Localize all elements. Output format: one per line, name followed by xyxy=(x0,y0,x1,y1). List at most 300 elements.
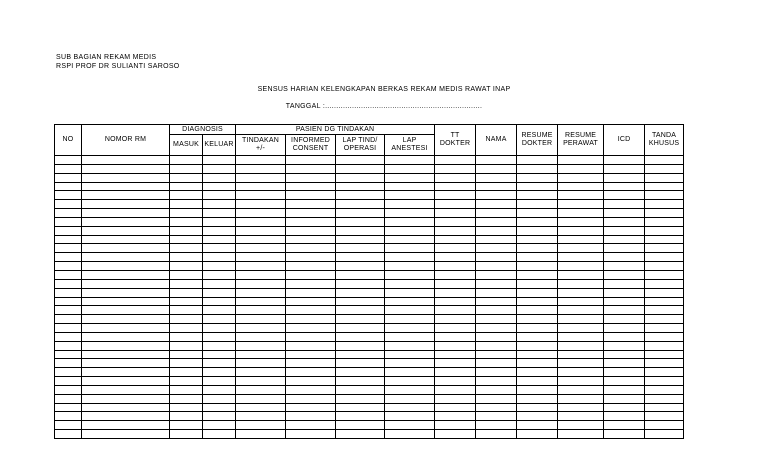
table-cell xyxy=(336,430,385,439)
table-cell xyxy=(645,209,684,218)
table-cell xyxy=(336,350,385,359)
table-cell xyxy=(286,226,336,235)
table-cell xyxy=(476,200,517,209)
table-cell xyxy=(435,191,476,200)
table-cell xyxy=(476,262,517,271)
table-cell xyxy=(476,173,517,182)
table-cell xyxy=(82,182,170,191)
table-cell xyxy=(604,430,645,439)
table-cell xyxy=(517,279,558,288)
table-row xyxy=(55,421,684,430)
table-cell xyxy=(435,359,476,368)
table-cell xyxy=(645,270,684,279)
table-cell xyxy=(286,315,336,324)
table-cell xyxy=(645,315,684,324)
table-cell xyxy=(55,324,82,333)
table-cell xyxy=(558,164,604,173)
table-cell xyxy=(286,164,336,173)
table-cell xyxy=(645,368,684,377)
table-cell xyxy=(476,279,517,288)
table-cell xyxy=(55,359,82,368)
table-cell xyxy=(476,341,517,350)
table-cell xyxy=(604,191,645,200)
table-cell xyxy=(385,368,435,377)
table-cell xyxy=(558,430,604,439)
table-cell xyxy=(604,270,645,279)
table-cell xyxy=(236,324,286,333)
col-pasien-dg-tindakan: PASIEN DG TINDAKAN xyxy=(236,125,435,135)
table-cell xyxy=(236,306,286,315)
table-cell xyxy=(236,421,286,430)
table-cell xyxy=(517,324,558,333)
table-row xyxy=(55,297,684,306)
table-cell xyxy=(476,217,517,226)
table-cell xyxy=(435,332,476,341)
table-cell xyxy=(203,332,236,341)
table-cell xyxy=(55,341,82,350)
table-cell xyxy=(476,306,517,315)
table-cell xyxy=(385,191,435,200)
table-row xyxy=(55,341,684,350)
table-cell xyxy=(645,200,684,209)
table-cell xyxy=(170,253,203,262)
table-cell xyxy=(476,412,517,421)
table-cell xyxy=(336,270,385,279)
table-cell xyxy=(476,253,517,262)
table-cell xyxy=(336,332,385,341)
table-cell xyxy=(170,350,203,359)
table-cell xyxy=(236,315,286,324)
table-cell xyxy=(203,385,236,394)
table-cell xyxy=(517,164,558,173)
table-cell xyxy=(385,315,435,324)
table-cell xyxy=(82,253,170,262)
table-cell xyxy=(82,226,170,235)
table-cell xyxy=(336,164,385,173)
table-cell xyxy=(203,403,236,412)
table-cell xyxy=(203,191,236,200)
table-cell xyxy=(286,288,336,297)
table-cell xyxy=(476,350,517,359)
table-cell xyxy=(645,156,684,165)
table-cell xyxy=(82,209,170,218)
table-cell xyxy=(170,341,203,350)
table-cell xyxy=(336,288,385,297)
table-cell xyxy=(336,226,385,235)
table-cell xyxy=(82,332,170,341)
table-cell xyxy=(645,217,684,226)
table-cell xyxy=(336,421,385,430)
table-cell xyxy=(170,226,203,235)
table-cell xyxy=(435,421,476,430)
table-cell xyxy=(82,270,170,279)
table-cell xyxy=(476,332,517,341)
table-cell xyxy=(286,324,336,333)
table-row xyxy=(55,235,684,244)
table-cell xyxy=(336,385,385,394)
table-cell xyxy=(55,217,82,226)
table-cell xyxy=(55,403,82,412)
table-cell xyxy=(286,403,336,412)
table-cell xyxy=(336,297,385,306)
table-row xyxy=(55,306,684,315)
table-cell xyxy=(476,394,517,403)
table-cell xyxy=(517,288,558,297)
table-row xyxy=(55,288,684,297)
table-cell xyxy=(286,156,336,165)
table-cell xyxy=(435,244,476,253)
tanda-line1: TANDA xyxy=(651,132,677,139)
table-cell xyxy=(385,403,435,412)
table-cell xyxy=(82,377,170,386)
table-cell xyxy=(558,332,604,341)
table-cell xyxy=(82,262,170,271)
table-cell xyxy=(170,377,203,386)
table-cell xyxy=(385,341,435,350)
table-cell xyxy=(336,209,385,218)
table-cell xyxy=(170,200,203,209)
col-masuk: MASUK xyxy=(170,135,203,156)
table-row xyxy=(55,350,684,359)
table-cell xyxy=(517,200,558,209)
table-cell xyxy=(645,377,684,386)
table-cell xyxy=(203,412,236,421)
date-blank: ...................................................................... xyxy=(325,103,483,110)
table-cell xyxy=(286,173,336,182)
table-cell xyxy=(517,306,558,315)
table-cell xyxy=(558,377,604,386)
table-cell xyxy=(170,217,203,226)
table-cell xyxy=(476,403,517,412)
table-cell xyxy=(558,200,604,209)
table-cell xyxy=(517,385,558,394)
table-cell xyxy=(236,173,286,182)
table-cell xyxy=(517,262,558,271)
table-row xyxy=(55,412,684,421)
table-cell xyxy=(435,182,476,191)
informed-line2: CONSENT xyxy=(292,145,329,152)
table-cell xyxy=(645,324,684,333)
table-cell xyxy=(558,244,604,253)
table-cell xyxy=(82,385,170,394)
table-cell xyxy=(435,403,476,412)
table-row xyxy=(55,156,684,165)
table-cell xyxy=(286,191,336,200)
table-cell xyxy=(236,226,286,235)
table-cell xyxy=(435,377,476,386)
table-row xyxy=(55,253,684,262)
table-cell xyxy=(385,270,435,279)
table-row xyxy=(55,182,684,191)
table-cell xyxy=(435,297,476,306)
table-cell xyxy=(558,385,604,394)
table-cell xyxy=(203,235,236,244)
table-cell xyxy=(645,244,684,253)
table-cell xyxy=(82,341,170,350)
table-cell xyxy=(517,394,558,403)
table-cell xyxy=(645,332,684,341)
table-row xyxy=(55,377,684,386)
table-cell xyxy=(558,173,604,182)
table-cell xyxy=(236,350,286,359)
table-cell xyxy=(604,306,645,315)
col-icd: ICD xyxy=(604,125,645,156)
table-cell xyxy=(385,421,435,430)
table-cell xyxy=(517,412,558,421)
table-cell xyxy=(435,324,476,333)
table-cell xyxy=(476,270,517,279)
table-cell xyxy=(82,244,170,253)
table-cell xyxy=(435,262,476,271)
table-row xyxy=(55,226,684,235)
table-cell xyxy=(645,385,684,394)
table-cell xyxy=(286,412,336,421)
table-cell xyxy=(385,253,435,262)
table-cell xyxy=(435,412,476,421)
table-cell xyxy=(517,156,558,165)
table-cell xyxy=(385,297,435,306)
table-cell xyxy=(203,288,236,297)
table-cell xyxy=(645,412,684,421)
table-cell xyxy=(236,209,286,218)
table-cell xyxy=(558,421,604,430)
table-cell xyxy=(236,253,286,262)
table-cell xyxy=(203,173,236,182)
table-cell xyxy=(336,217,385,226)
table-cell xyxy=(170,279,203,288)
table-cell xyxy=(203,253,236,262)
table-cell xyxy=(336,244,385,253)
table-cell xyxy=(517,368,558,377)
table-cell xyxy=(286,350,336,359)
table-cell xyxy=(55,164,82,173)
table-cell xyxy=(82,403,170,412)
table-cell xyxy=(336,253,385,262)
table-cell xyxy=(55,262,82,271)
table-cell xyxy=(203,262,236,271)
lapanes-line2: ANESTESI xyxy=(391,145,428,152)
table-cell xyxy=(286,279,336,288)
table-cell xyxy=(476,324,517,333)
table-row xyxy=(55,332,684,341)
table-cell xyxy=(558,182,604,191)
table-cell xyxy=(170,421,203,430)
table-cell xyxy=(203,209,236,218)
table-cell xyxy=(517,226,558,235)
table-cell xyxy=(336,182,385,191)
table-cell xyxy=(336,173,385,182)
table-cell xyxy=(645,341,684,350)
table-row xyxy=(55,368,684,377)
table-cell xyxy=(558,253,604,262)
table-cell xyxy=(236,297,286,306)
table-cell xyxy=(385,164,435,173)
table-cell xyxy=(435,209,476,218)
table-cell xyxy=(645,403,684,412)
table-cell xyxy=(517,315,558,324)
table-cell xyxy=(558,394,604,403)
table-cell xyxy=(203,297,236,306)
table-cell xyxy=(286,368,336,377)
table-cell xyxy=(645,226,684,235)
table-cell xyxy=(604,315,645,324)
resume-perawat-line1: RESUME xyxy=(564,132,597,139)
table-cell xyxy=(476,226,517,235)
table-cell xyxy=(170,332,203,341)
table-cell xyxy=(170,385,203,394)
census-body xyxy=(55,156,684,439)
table-cell xyxy=(82,324,170,333)
table-cell xyxy=(203,350,236,359)
table-cell xyxy=(517,359,558,368)
table-cell xyxy=(604,182,645,191)
table-cell xyxy=(55,412,82,421)
table-cell xyxy=(236,156,286,165)
table-cell xyxy=(558,191,604,200)
table-cell xyxy=(336,279,385,288)
table-cell xyxy=(604,244,645,253)
table-cell xyxy=(558,209,604,218)
table-cell xyxy=(645,421,684,430)
laptind-line2: OPERASI xyxy=(343,145,377,152)
table-cell xyxy=(385,359,435,368)
col-lap-anestesi xyxy=(385,135,435,156)
table-cell xyxy=(55,315,82,324)
table-cell xyxy=(385,332,435,341)
table-cell xyxy=(236,377,286,386)
table-cell xyxy=(385,324,435,333)
table-cell xyxy=(336,315,385,324)
table-cell xyxy=(558,226,604,235)
table-cell xyxy=(170,244,203,253)
table-cell xyxy=(286,394,336,403)
table-cell xyxy=(55,288,82,297)
table-cell xyxy=(645,235,684,244)
table-cell xyxy=(55,191,82,200)
table-cell xyxy=(645,279,684,288)
date-line xyxy=(0,103,768,110)
table-cell xyxy=(604,217,645,226)
table-cell xyxy=(435,226,476,235)
table-cell xyxy=(517,253,558,262)
table-cell xyxy=(170,306,203,315)
table-cell xyxy=(604,412,645,421)
table-cell xyxy=(82,394,170,403)
table-cell xyxy=(476,235,517,244)
table-cell xyxy=(82,412,170,421)
tindakan-line2: +/- xyxy=(256,145,265,152)
table-cell xyxy=(82,359,170,368)
table-cell xyxy=(203,359,236,368)
col-no: NO xyxy=(55,125,82,156)
table-cell xyxy=(170,324,203,333)
table-cell xyxy=(55,332,82,341)
table-cell xyxy=(476,430,517,439)
table-cell xyxy=(55,182,82,191)
table-cell xyxy=(286,253,336,262)
table-cell xyxy=(170,412,203,421)
table-cell xyxy=(55,173,82,182)
table-cell xyxy=(336,235,385,244)
table-cell xyxy=(55,421,82,430)
table-row xyxy=(55,200,684,209)
table-cell xyxy=(435,306,476,315)
table-cell xyxy=(385,288,435,297)
table-row xyxy=(55,385,684,394)
table-cell xyxy=(286,209,336,218)
table-cell xyxy=(558,403,604,412)
col-keluar: KELUAR xyxy=(203,135,236,156)
table-cell xyxy=(203,226,236,235)
table-cell xyxy=(435,288,476,297)
table-cell xyxy=(435,341,476,350)
table-row xyxy=(55,394,684,403)
table-cell xyxy=(236,403,286,412)
table-cell xyxy=(286,359,336,368)
table-row xyxy=(55,359,684,368)
table-cell xyxy=(55,270,82,279)
table-cell xyxy=(476,182,517,191)
table-row xyxy=(55,191,684,200)
table-row xyxy=(55,209,684,218)
table-cell xyxy=(645,182,684,191)
table-cell xyxy=(604,173,645,182)
table-cell xyxy=(385,200,435,209)
table-cell xyxy=(385,226,435,235)
table-cell xyxy=(558,279,604,288)
table-cell xyxy=(645,359,684,368)
table-cell xyxy=(645,288,684,297)
table-cell xyxy=(604,235,645,244)
table-cell xyxy=(435,164,476,173)
table-cell xyxy=(55,385,82,394)
table-cell xyxy=(385,244,435,253)
table-cell xyxy=(604,226,645,235)
informed-line1: INFORMED xyxy=(291,137,330,144)
table-cell xyxy=(604,394,645,403)
table-cell xyxy=(203,306,236,315)
table-cell xyxy=(385,262,435,271)
table-cell xyxy=(286,200,336,209)
table-cell xyxy=(82,164,170,173)
table-cell xyxy=(558,262,604,271)
table-cell xyxy=(236,279,286,288)
table-cell xyxy=(385,173,435,182)
table-cell xyxy=(645,253,684,262)
resume-dokter-line1: RESUME xyxy=(521,132,553,139)
table-cell xyxy=(476,377,517,386)
col-diagnosis: DIAGNOSIS xyxy=(170,125,236,135)
table-cell xyxy=(55,394,82,403)
table-cell xyxy=(435,156,476,165)
table-cell xyxy=(517,173,558,182)
table-cell xyxy=(55,235,82,244)
table-cell xyxy=(286,244,336,253)
table-cell xyxy=(558,368,604,377)
table-cell xyxy=(336,377,385,386)
table-cell xyxy=(336,156,385,165)
col-lap-tind-operasi xyxy=(336,135,385,156)
table-row xyxy=(55,164,684,173)
table-cell xyxy=(385,217,435,226)
table-cell xyxy=(604,200,645,209)
laptind-line1: LAP TIND/ xyxy=(342,137,378,144)
table-cell xyxy=(645,350,684,359)
col-resume-perawat xyxy=(558,125,604,156)
table-cell xyxy=(236,200,286,209)
table-cell xyxy=(55,253,82,262)
table-cell xyxy=(82,156,170,165)
